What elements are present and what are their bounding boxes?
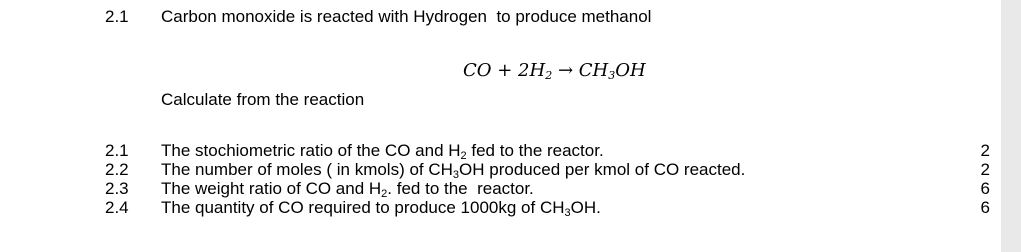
- part-subscript: 2: [460, 150, 467, 162]
- equation-ch3-subscript: 3: [608, 69, 616, 82]
- instruction-text: Calculate from the reaction: [161, 90, 365, 109]
- part-text-end: . fed to the reactor.: [387, 179, 534, 198]
- part-subscript: 3: [452, 169, 460, 181]
- equation-product-oh: OH: [615, 60, 646, 81]
- question-number: 2.1: [105, 7, 129, 26]
- part-text-end: fed to the reactor.: [466, 141, 604, 160]
- part-text: [161, 141, 604, 161]
- part-number: 2.4: [105, 198, 129, 217]
- part-marks: 2: [980, 141, 990, 160]
- part-text-main: The stochiometric ratio of the CO and H: [161, 141, 461, 160]
- part-number: 2.1: [105, 141, 129, 160]
- equation-reactant-h2: + 2H: [491, 60, 546, 81]
- part-text-main: The quantity of CO required to produce 1000kg of CH: [161, 198, 565, 217]
- part-marks: 6: [980, 179, 990, 198]
- part-text-end: OH.: [570, 198, 601, 217]
- equation-reactant-co: CO: [463, 60, 492, 81]
- question-prompt: Carbon monoxide is reacted with Hydrogen to produce methanol: [161, 7, 652, 26]
- part-subscript: 2: [381, 188, 388, 200]
- part-text: [161, 198, 601, 218]
- part-text-main: The number of moles ( in kmols) of CH: [161, 160, 453, 179]
- equation-h2-subscript: 2: [545, 69, 553, 82]
- part-subscript: 3: [564, 207, 571, 219]
- part-text-end: OH produced per kmol of CO reacted.: [459, 160, 746, 179]
- vertical-scrollbar[interactable]: [1001, 0, 1021, 252]
- equation-arrow-product: → CH: [552, 60, 609, 81]
- part-number: 2.3: [105, 179, 129, 198]
- part-text: [161, 179, 534, 199]
- part-text: [161, 160, 745, 180]
- part-text-main: The weight ratio of CO and H: [161, 179, 382, 198]
- part-marks: 6: [980, 198, 990, 217]
- part-number: 2.2: [105, 160, 129, 179]
- reaction-equation: [463, 59, 646, 83]
- part-marks: 2: [980, 160, 990, 179]
